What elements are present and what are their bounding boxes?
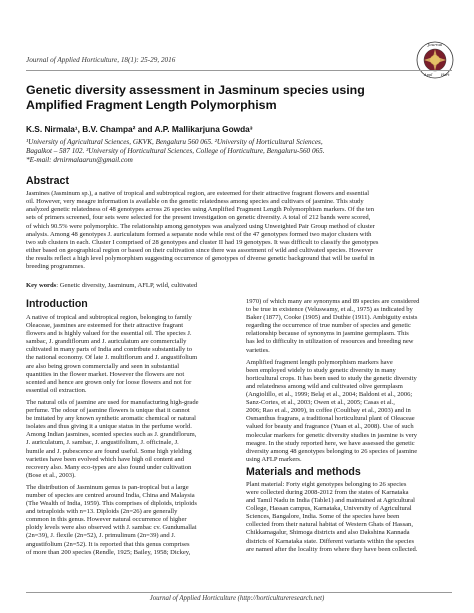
methods-line: and Tamil Nadu in India (Table1) and maintained at Agricultural	[246, 497, 415, 505]
body-line: and relatedness among wild and cultivated olive germplasm	[246, 382, 403, 390]
keywords-label: Key words	[26, 282, 57, 289]
abstract-line: two sub clusters in each. Cluster I comprised of 28 genotypes and cluster II had 19 genotypes. It was difficult to classify the genotypes	[26, 238, 379, 246]
body-line: molecular markers for genetic diversity studies in jasmine is very	[246, 431, 418, 439]
methods-line: Sciences, Bangalore, India. Some of the species have been	[246, 513, 400, 521]
intro-line: common in this genus. However natural occurrence of higher	[26, 516, 187, 524]
header-divider	[26, 70, 452, 71]
intro-line: (Bose et al., 2003).	[26, 471, 76, 479]
intro-line: number of species are centred around India, China and Malaysia	[26, 491, 195, 499]
abstract-body	[26, 190, 456, 272]
intro-line: Oleaceae, jasmines are esteemed for their attractive fragrant	[26, 322, 184, 330]
body-line: regarding the occurrence of true number of species and genetic	[246, 322, 411, 330]
methods-line: are named after the locality from where they have been collected.	[246, 545, 418, 553]
intro-line: be imitated by any known synthetic aromatic chemical or natural	[26, 415, 196, 423]
body-line: meagre. In the study reported here, we have assessed the genetic	[246, 439, 415, 447]
body-line: (Angiolillo, et al., 1999; Belaj et al., 2004; Baldoni et al., 2006;	[246, 391, 413, 399]
affiliation-line: ¹University of Agricultural Sciences, GKVK, Bengaluru 560 065. ²University of Horticultural Sciences,	[26, 138, 323, 146]
methods-line: were collected during 2008-2012 from the states of Karnataka	[246, 488, 409, 496]
affiliation-email[interactable]: *E-mail: drnirmalaarun@gmail.com	[26, 155, 133, 164]
methods-line: Plant material: Forty eight genotypes belonging to 26 species	[246, 480, 407, 488]
intro-line: A native of tropical and subtropical region, belonging to family	[26, 314, 192, 321]
abstract-line: of which 90.5% were polymorphic. The relationship among genotypes was analyzed using Unweighted Pair Group method of cluster	[26, 222, 375, 230]
body-line: valued for beauty and fragrance (Yuan et al., 2008). Use of such	[246, 423, 414, 431]
body-line: horticultural crops. It has been used to study the genetic diversity	[246, 374, 417, 382]
intro-line: flowers and is highly valued for the essential oil. The species J.	[26, 330, 192, 338]
intro-line: The distribution of Jasminum genus is pan-tropical but a large	[26, 483, 189, 491]
footer-divider	[26, 592, 452, 593]
intro-line: of more than 200 species (Rendle, 1925; Bailey, 1958; Dickey,	[26, 548, 191, 556]
intro-line: angustifolium (2n=52). It is reported that this genus comprises	[26, 540, 190, 548]
intro-line: (2n=39), J. flexile (2n=52), J. primulinum (2n=39) and J.	[26, 532, 176, 540]
abstract-line: either based on geographical region or based on their cultivation since there was assortment of wild and cultivated species. However	[26, 247, 373, 255]
abstract-line: the results reflect a high level polymorphism suggesting occurrence of genotypes of diverse genetic background that will be useful in	[26, 255, 375, 263]
intro-line: (The Wealth of India, 1959). This comprises of diploids, triploids	[26, 500, 197, 508]
intro-line: and tetraploids with n=13. Diploids (2n=26) are generally	[26, 508, 178, 516]
intro-line: ploidy levels were also observed with J. sambac cv. Gundumallai	[26, 524, 197, 532]
abstract-heading: Abstract	[26, 175, 69, 187]
abstract-line: Jasmines (Jasminum sp.), a native of tropical and subtropical region, are esteemed for their attractive fragrant flowers and essential	[26, 190, 370, 197]
intro-line: humile and J. pubescence are found useful. Some high yielding	[26, 447, 192, 455]
affiliation-line: Bagalkot – 587 102. ³University of Horticultural Sciences, College of Horticulture, Bengaluru-560 065.	[26, 146, 325, 155]
logo-bottom-text: Appl	[424, 73, 433, 77]
intro-line: perfume. The odour of jasmine flowers is unique that it cannot	[26, 407, 190, 415]
intro-line: quantities in the flower market. However the flowers are not	[26, 370, 185, 378]
authors: K.S. Nirmala¹, B.V. Champa² and A.P. Mallikarjuna Gowda³	[26, 124, 253, 134]
body-line: Amplified fragment length polymorphism markers have	[246, 358, 393, 366]
title-line: Genetic diversity assessment in Jasminum species using	[26, 83, 365, 97]
intro-line: varieties have been evolved which have high oil content and	[26, 455, 184, 463]
body-line: varieties.	[246, 346, 270, 354]
body-line: Baker (1877), Cooke (1905) and Duthie (1911). Ambiguity exists	[246, 314, 418, 322]
body-line: to be true in existence (Veluswamy, et al., 1975) as indicated by	[246, 306, 413, 314]
body-line: Osmanthus fragrans, a traditional horticultural plant of Oleaceae	[246, 415, 415, 423]
body-line: relationship because of synonyms in jasmine germplasm. This	[246, 330, 409, 338]
intro-line: sambac, J. grandiflorum and J. auriculatum are commercially	[26, 338, 187, 346]
methods-line: districts of Karnataka state. Different variants within the species	[246, 537, 415, 545]
logo-top-text: Journal	[427, 42, 443, 47]
intro-line: the national economy. Of late J. multiflorum and J. angustifolium	[26, 354, 198, 362]
intro-line: Among Indian jasmines, scented species such as J. grandiflorum,	[26, 431, 197, 439]
intro-line: recovery also. Many eco-types are also found under cultivation	[26, 463, 192, 471]
body-line: diversity among 48 genotypes belonging to 26 species of jasmine	[246, 447, 418, 455]
body-line: using AFLP markers.	[246, 455, 302, 463]
body-line: has led to difficulty in utilization of resources and breeding new	[246, 338, 414, 346]
body-line: been employed widely to study genetic diversity in many	[246, 366, 396, 374]
intro-line: cultivated in many parts of India and contribute substantially to	[26, 346, 192, 354]
body-line: 1970) of which many are synonyms and 89 species are considered	[246, 298, 420, 305]
page-footer: Journal of Applied Horticulture (http://horticultureresearch.net)	[149, 595, 325, 602]
abstract-line: analyzed genetic relatedness of 48 genotypes across 26 species using Amplified Fragment Length Polymorphism markers. Of the ten	[26, 206, 374, 214]
abstract-line: analysis. Among 48 genotypes J. auriculatum formed a separate node while rest of the 47 genotypes formed two major clusters with	[26, 230, 372, 238]
title-line: Amplified Fragment Length Polymorphism	[26, 97, 277, 112]
right-column-body	[246, 298, 456, 554]
intro-line: isolates and thus giving it a unique status in the perfume world.	[26, 423, 192, 431]
body-line: Sanz-Cortes, et al., 2003; Owen et al., 2005; Casas et al.,	[246, 399, 395, 407]
introduction-body	[26, 314, 234, 557]
intro-line: The natural oils of jasmine are used for manufacturing high-grade	[26, 398, 199, 406]
logo-right-text: Hort	[441, 73, 450, 77]
intro-line: J. auriculatum, J. sambac, J. angustifolium, J. officinale, J.	[26, 439, 179, 447]
keywords	[26, 282, 197, 289]
paper-title	[26, 83, 446, 112]
keywords-text: : Genetic diversity, Jasminum, AFLP, wild, cultivated	[56, 282, 198, 289]
methods-line: College, Hassan campus, Karnataka, University of Agricultural	[246, 505, 412, 513]
methods-line: Chikkamagalur, Shimoga districts and also Dakshina Kannada	[246, 529, 410, 537]
abstract-line: sets of primers screened, four sets were selected for the present investigation on genetic diversity. A total of 212 bands were scored,	[26, 214, 371, 222]
intro-line: essential oil extraction.	[26, 386, 87, 394]
body-line: 2006; Rao et al., 2009), in coffee (Coulibay et al., 2003) and in	[246, 407, 411, 415]
methods-line: collected from their natural habitat of Western Ghats of Hassan,	[246, 521, 413, 529]
journal-header: Journal of Applied Horticulture, 18(1): 25-29, 2016	[26, 56, 176, 64]
abstract-line: breeding programmes.	[26, 263, 85, 271]
journal-logo	[415, 40, 455, 80]
introduction-heading: Introduction	[26, 298, 88, 310]
methods-heading: Materials and methods	[246, 465, 361, 478]
abstract-line: oil. However, very meagre information is available on the genetic relatedness among species and cultivars of jasmine. This study	[26, 198, 364, 206]
affiliations	[26, 138, 456, 165]
intro-line: are also being grown commercially and seen in substantial	[26, 362, 180, 370]
intro-line: scented and hence are grown only for loose flowers and not for	[26, 378, 192, 386]
